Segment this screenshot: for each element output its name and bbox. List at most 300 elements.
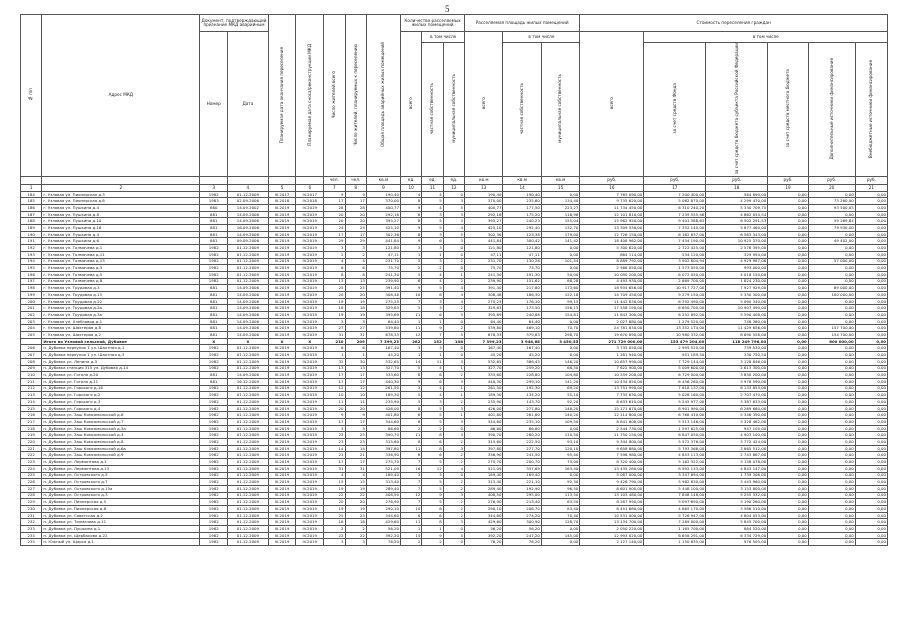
col-rooms-municipal: муниципальная собственность [541,43,579,177]
table-cell: 1982 [200,398,228,405]
table-cell: 6 [422,452,443,459]
table-cell: 235,10 [503,419,541,426]
table-cell: IV.2019 [296,419,324,426]
table-cell: 3 [422,211,443,218]
table-cell: 10 [401,291,422,298]
table-cell: 425,10 [366,225,400,232]
table-cell: 2 [324,526,345,533]
table-cell: 8 [422,505,443,512]
table-cell: 3 [401,345,422,352]
table-cell: 521,09 [366,465,400,472]
table-cell: 1982 [200,439,228,446]
table-cell: 01.12.2009 [228,505,269,512]
table-cell: 1982 [200,519,228,526]
table-cell: 0,00 [855,305,887,312]
address-cell: п. Дубовка ул. Толмачева д.11 [42,519,200,526]
table-cell: 5 [422,198,443,205]
table-cell: 1982 [200,505,228,512]
table-cell: 17 [324,419,345,426]
table-cell: 0,00 [808,318,855,325]
table-cell: 212 [21,385,42,392]
table-cell: 1982 [200,278,228,285]
address-cell: п. Дубовка ул. Щербакова д.22 [42,532,200,539]
table-cell: 86,60 [465,425,503,432]
table-cell: 5 [422,285,443,292]
table-cell: 17 [345,419,366,426]
table-row [21,285,888,292]
table-cell: 6 [422,378,443,385]
table-cell: 0,00 [768,452,809,459]
table-cell: 241,30 [366,271,400,278]
table-cell: 1 150 635,00 [644,539,706,546]
table-cell: 234 [21,532,42,539]
table-cell: 9 426 790,00 [580,479,644,486]
table-cell: 5 162 322,00 [644,459,706,466]
col-doc-number: Номер [200,32,228,177]
table-cell: 14.09.2006 [228,211,269,218]
table-cell: 11 750 150,00 [580,432,644,439]
table-cell: 19 [324,485,345,492]
table-row [21,445,888,452]
table-cell: 86,60 [503,425,541,432]
table-cell: 109,50 [541,419,579,426]
table-cell: 227 [21,485,42,492]
table-row [21,231,888,238]
table-cell: 2 613 300,00 [706,365,768,372]
table-cell: 2 [422,425,443,432]
table-cell: 3 [345,539,366,546]
table-cell: 0,00 [808,492,855,499]
table-cell: 01.12.2009 [228,519,269,526]
table-cell: 14 [345,445,366,452]
table-cell: 231,70 [366,258,400,265]
table-cell: 169,40 [366,472,400,479]
table-cell: 2 127 140,00 [580,539,644,546]
table-cell: 8 [401,512,422,519]
table-cell: 179,00 [541,231,579,238]
table-cell: 145,00 [541,532,579,539]
table-cell: 191,30 [503,271,541,278]
table-cell: 0,00 [855,372,887,379]
table-cell: 0,00 [808,485,855,492]
table-cell: 3 387 633,00 [706,398,768,405]
table-cell: 01.12.2009 [228,358,269,365]
table-cell: 59 269,84 [808,218,855,225]
table-cell: IV.2019 [296,439,324,446]
table-row [21,479,888,486]
table-cell: 881 [200,318,228,325]
table-cell: 25 [324,285,345,292]
table-cell: 45,20 [465,352,503,359]
table-cell: 16 [401,465,422,472]
table-cell: 379,63 [503,332,541,339]
table-cell: 7 200 400,00 [644,191,706,198]
table-cell: 01.12.2009 [228,405,269,412]
table-cell: 13 [324,365,345,372]
table-cell: 64,40 [366,318,400,325]
table-cell: 0,00 [855,385,887,392]
table-cell: 0,00 [855,452,887,459]
table-cell: 192,30 [503,385,541,392]
col-residents: Число жителей всего [324,15,345,177]
table-cell: III.2019 [268,278,296,285]
table-cell: 678,33 [366,332,400,339]
table-cell: 0,00 [768,439,809,446]
table-cell: 141,20 [541,378,579,385]
table-cell: 0,00 [768,312,809,319]
table-cell: 5 [422,499,443,506]
table-cell: 01.12.2009 [228,425,269,432]
table-cell: 881 [200,231,228,238]
table-cell: 1982 [200,352,228,359]
table-cell: 9 [422,325,443,332]
table-row [21,358,888,365]
table-cell: 3 [443,211,464,218]
table-cell: 0,00 [855,492,887,499]
table-cell: 0,00 [541,425,579,432]
table-row [21,345,888,352]
table-cell: 20 [324,291,345,298]
table-cell: 122,18 [541,291,579,298]
table-cell: 204 [21,325,42,332]
table-cell: 3 [324,245,345,252]
table-cell: 19 [345,505,366,512]
table-cell: 191 [21,238,42,245]
table-cell: 308,48 [465,291,503,298]
address-cell: г. Узловая ул. Трудовая д.2а [42,305,200,312]
table-cell: IV.2019 [296,492,324,499]
table-cell: 3 [443,218,464,225]
address-cell: г. Узловая ул. Пушкина д.10 [42,218,200,225]
table-cell: 25 [345,512,366,519]
table-cell: 0,00 [855,505,887,512]
table-cell: 0,00 [855,425,887,432]
table-cell: 1982 [200,419,228,426]
table-cell: 7 927 929,00 [706,285,768,292]
table-cell: 4 493 930,00 [580,278,644,285]
table-cell: 678,33 [465,332,503,339]
table-cell: 24 [324,225,345,232]
table-cell: 3 [324,318,345,325]
table-cell: 0,00 [768,345,809,352]
table-cell: 231 [21,512,42,519]
table-cell: III.2019 [268,372,296,379]
table-cell: 5 330 300,00 [706,291,768,298]
table-cell: 1 [401,352,422,359]
table-cell: 5 [422,479,443,486]
table-cell: 4 [422,191,443,198]
table-cell: 864 114,00 [580,251,644,258]
table-cell: 2 544 730,00 [580,425,644,432]
table-cell: 0,00 [855,265,887,272]
table-cell: 0,00 [855,465,887,472]
table-cell: III.2019 [268,505,296,512]
table-cell: 73 280,00 [808,198,855,205]
table-cell: 289,40 [366,485,400,492]
table-cell: 8 841 608,00 [580,419,644,426]
table-cell: 9 401 388,63 [644,218,706,225]
table-cell: IV.2019 [296,425,324,432]
table-cell: 17 558 190,00 [580,305,644,312]
address-cell: п. Дубовка ул. Гоголя д.11 [42,378,200,385]
table-cell: 29 [324,238,345,245]
table-cell: 31 [345,465,366,472]
table-cell: 2 578 395,00 [706,245,768,252]
table-cell: 11 [345,398,366,405]
table-cell: III.2019 [268,271,296,278]
table-cell: 2 669 700,00 [644,278,706,285]
table-cell: 4 [422,205,443,212]
table-cell: 600 000,00 [808,338,855,345]
table-cell: 19 [324,505,345,512]
table-cell: 5 097 690,00 [644,499,706,506]
table-cell: 0,00 [855,352,887,359]
resettlement-table [20,14,888,546]
table-cell: 0,00 [768,285,809,292]
table-cell: 01.12.2009 [228,278,269,285]
table-cell: 223,27 [541,205,579,212]
table-cell: 0,00 [855,499,887,506]
table-cell: 6 [401,211,422,218]
table-cell: 13 435 280,00 [580,465,644,472]
table-row [21,492,888,499]
table-cell: 14.09.2006 [228,231,269,238]
table-cell: 0,00 [855,225,887,232]
table-cell: 3 158 078,00 [706,459,768,466]
table-cell: 206 [21,345,42,352]
table-cell: III.2019 [268,492,296,499]
table-cell: 11 [422,358,443,365]
table-cell: 49 402,00 [808,238,855,245]
table-cell: 20 [324,499,345,506]
table-cell: 327,70 [366,365,400,372]
table-cell: 564 690,00 [706,191,768,198]
table-cell: 8 451 680,00 [580,505,644,512]
table-cell: 336,90 [366,452,400,459]
table-cell: IV.2019 [296,358,324,365]
table-cell: 169,40 [503,472,541,479]
table-cell: 2 [443,325,464,332]
table-cell: 1 824 230,00 [706,278,768,285]
table-cell: 113,50 [541,492,579,499]
table-cell: 22 [345,492,366,499]
table-cell: 3 [345,245,366,252]
table-cell: 2 [443,459,464,466]
table-cell: 9 [345,191,366,198]
table-cell: 0,00 [808,365,855,372]
table-cell: 140,20 [541,412,579,419]
table-cell: 3 [422,398,443,405]
table-cell: 0,00 [855,291,887,298]
table-cell: 9 [401,378,422,385]
table-cell: 5 [443,205,464,212]
table-cell: 1982 [200,365,228,372]
table-cell: 0,00 [541,472,579,479]
table-cell: 6 [422,512,443,519]
table-cell: 440,30 [366,378,400,385]
col-residents-planned: Число жителей, планируемых к переселению [345,15,366,177]
table-cell: 0,00 [855,526,887,533]
table-cell: 0,00 [541,352,579,359]
table-cell: 7 729 144,00 [644,358,706,365]
table-cell: 68,50 [541,365,579,372]
table-cell: 241,50 [503,452,541,459]
table-cell: 7 289 000,00 [644,519,706,526]
table-cell: 6 [422,312,443,319]
table-cell: 2 995 520,00 [644,345,706,352]
table-cell: 0,00 [768,372,809,379]
table-cell: 2 [443,278,464,285]
table-row [21,472,888,479]
table-cell: IV.2019 [296,312,324,319]
table-cell: 5 [401,271,422,278]
table-cell: 1982 [200,245,228,252]
table-cell: 2 [443,258,464,265]
col-cost-group: Стоимость переселения граждан [580,15,888,32]
table-cell: III.2018 [268,198,296,205]
table-cell: 01.12.2009 [228,258,269,265]
table-cell: 0,00 [768,412,809,419]
address-cell: п. Дубовка ул. Заш Комсомольской д.8 [42,439,200,446]
table-cell: 14.09.2006 [228,332,269,339]
table-cell: 93,10 [541,439,579,446]
table-cell: 315,60 [366,439,400,446]
table-cell: 3 153 800,00 [706,485,768,492]
table-cell: 539,80 [366,325,400,332]
table-cell: 1982 [200,345,228,352]
table-cell: 209 [345,338,366,345]
table-cell: 10 434 850,00 [580,378,644,385]
table-cell: 344,60 [366,419,400,426]
table-cell: 229 [21,499,42,506]
table-cell: 1982 [200,526,228,533]
table-cell: 386,45 [503,358,541,365]
table-cell: 11 [401,432,422,439]
table-cell: 12 726 150,00 [580,231,644,238]
table-cell: 110,50 [541,432,579,439]
table-cell: 0,00 [768,532,809,539]
table-cell: 12 [324,385,345,392]
table-cell: IV.2019 [296,205,324,212]
table-cell: 6 [422,439,443,446]
table-cell: III.2019 [268,519,296,526]
table-cell: III.2019 [268,358,296,365]
table-cell: 0,00 [855,191,887,198]
table-cell: IV.2019 [296,258,324,265]
table-cell: 8 633 610,00 [580,398,644,405]
table-cell: 5 245 977,00 [644,398,706,405]
table-cell: 56,20 [465,526,503,533]
table-cell: 4 903 100,00 [706,432,768,439]
table-cell: 01.12.2009 [228,526,269,533]
table-cell: 13 [345,278,366,285]
table-cell: 231,70 [465,258,503,265]
address-cell: п. Дубовка ул. Заш Комсомольской д.6 [42,412,200,419]
table-cell: 7 765 090,00 [580,191,644,198]
table-cell: 56,20 [366,526,400,533]
table-cell: 0,00 [808,271,855,278]
table-cell: IV.2019 [296,472,324,479]
table-cell: 0,00 [768,392,809,399]
table-cell: 31 [324,332,345,339]
table-cell: III.2019 [268,312,296,319]
table-cell: 0,00 [855,251,887,258]
table-cell: 0,00 [768,352,809,359]
table-cell: III.2019 [268,238,296,245]
table-cell: 196 [21,271,42,278]
table-cell: IV.2019 [296,325,324,332]
table-cell: IV.2019 [296,499,324,506]
table-cell: III.2019 [268,211,296,218]
table-cell: 1 [422,318,443,325]
table-cell: 219 [21,432,42,439]
address-cell: п. Дубовка ул. Островского д.3 [42,492,200,499]
table-row [21,312,888,319]
table-cell: 19 [345,485,366,492]
address-cell: п. Дубовка станция 315 ул. Дубовая д.14 [42,365,200,372]
table-cell: 299,10 [503,378,541,385]
table-cell: 329 994,00 [706,251,768,258]
table-cell: III.2019 [268,285,296,292]
table-cell: 5 982 830,00 [644,479,706,486]
table-cell: 8 889 792,00 [580,258,644,265]
table-cell: 01.12.2009 [228,445,269,452]
table-cell: 1 739 306,00 [706,472,768,479]
table-cell: 4 [443,291,464,298]
table-cell: 1 [443,271,464,278]
table-cell: 4 018 150,00 [706,271,768,278]
table-cell: 2 [443,452,464,459]
table-cell: 881 [200,305,228,312]
table-row [21,205,888,212]
table-row [21,419,888,426]
table-cell: 1 [324,352,345,359]
table-cell: 0,00 [808,245,855,252]
table-cell: 194 [21,258,42,265]
table-cell: 0,00 [808,265,855,272]
table-cell: 0,00 [855,459,887,466]
table-cell: 12 101 810,00 [580,211,644,218]
table-cell: 7 [401,298,422,305]
table-cell: 218 [21,425,42,432]
table-cell: 190,40 [366,191,400,198]
table-cell: III.2019 [268,512,296,519]
table-cell: 18 408 962,00 [580,238,644,245]
table-cell: 9 [422,492,443,499]
table-cell: 4 [443,465,464,472]
table-cell: 2 [345,526,366,533]
table-cell: 8 601 900,00 [580,485,644,492]
table-cell: 224 [21,465,42,472]
table-cell: 7 618 137,00 [644,385,706,392]
table-cell: 0,00 [808,519,855,526]
table-cell: 261,50 [366,385,400,392]
table-cell: 262 [401,338,422,345]
table-cell: III.2019 [268,392,296,399]
col-rooms-total: всего [465,32,503,177]
table-cell: 99,15 [541,298,579,305]
table-cell: 25 [324,512,345,519]
table-cell: 01.12.2009 [228,492,269,499]
table-cell: 302,36 [465,231,503,238]
table-cell: 880 [200,205,228,212]
table-cell: 0,00 [808,372,855,379]
table-row [21,512,888,519]
table-cell: III.2019 [268,485,296,492]
address-cell: г. Узловая ул. Пионерская д.3 [42,191,200,198]
table-cell: 13 751 990,00 [580,385,644,392]
table-cell: 0,00 [768,191,809,198]
